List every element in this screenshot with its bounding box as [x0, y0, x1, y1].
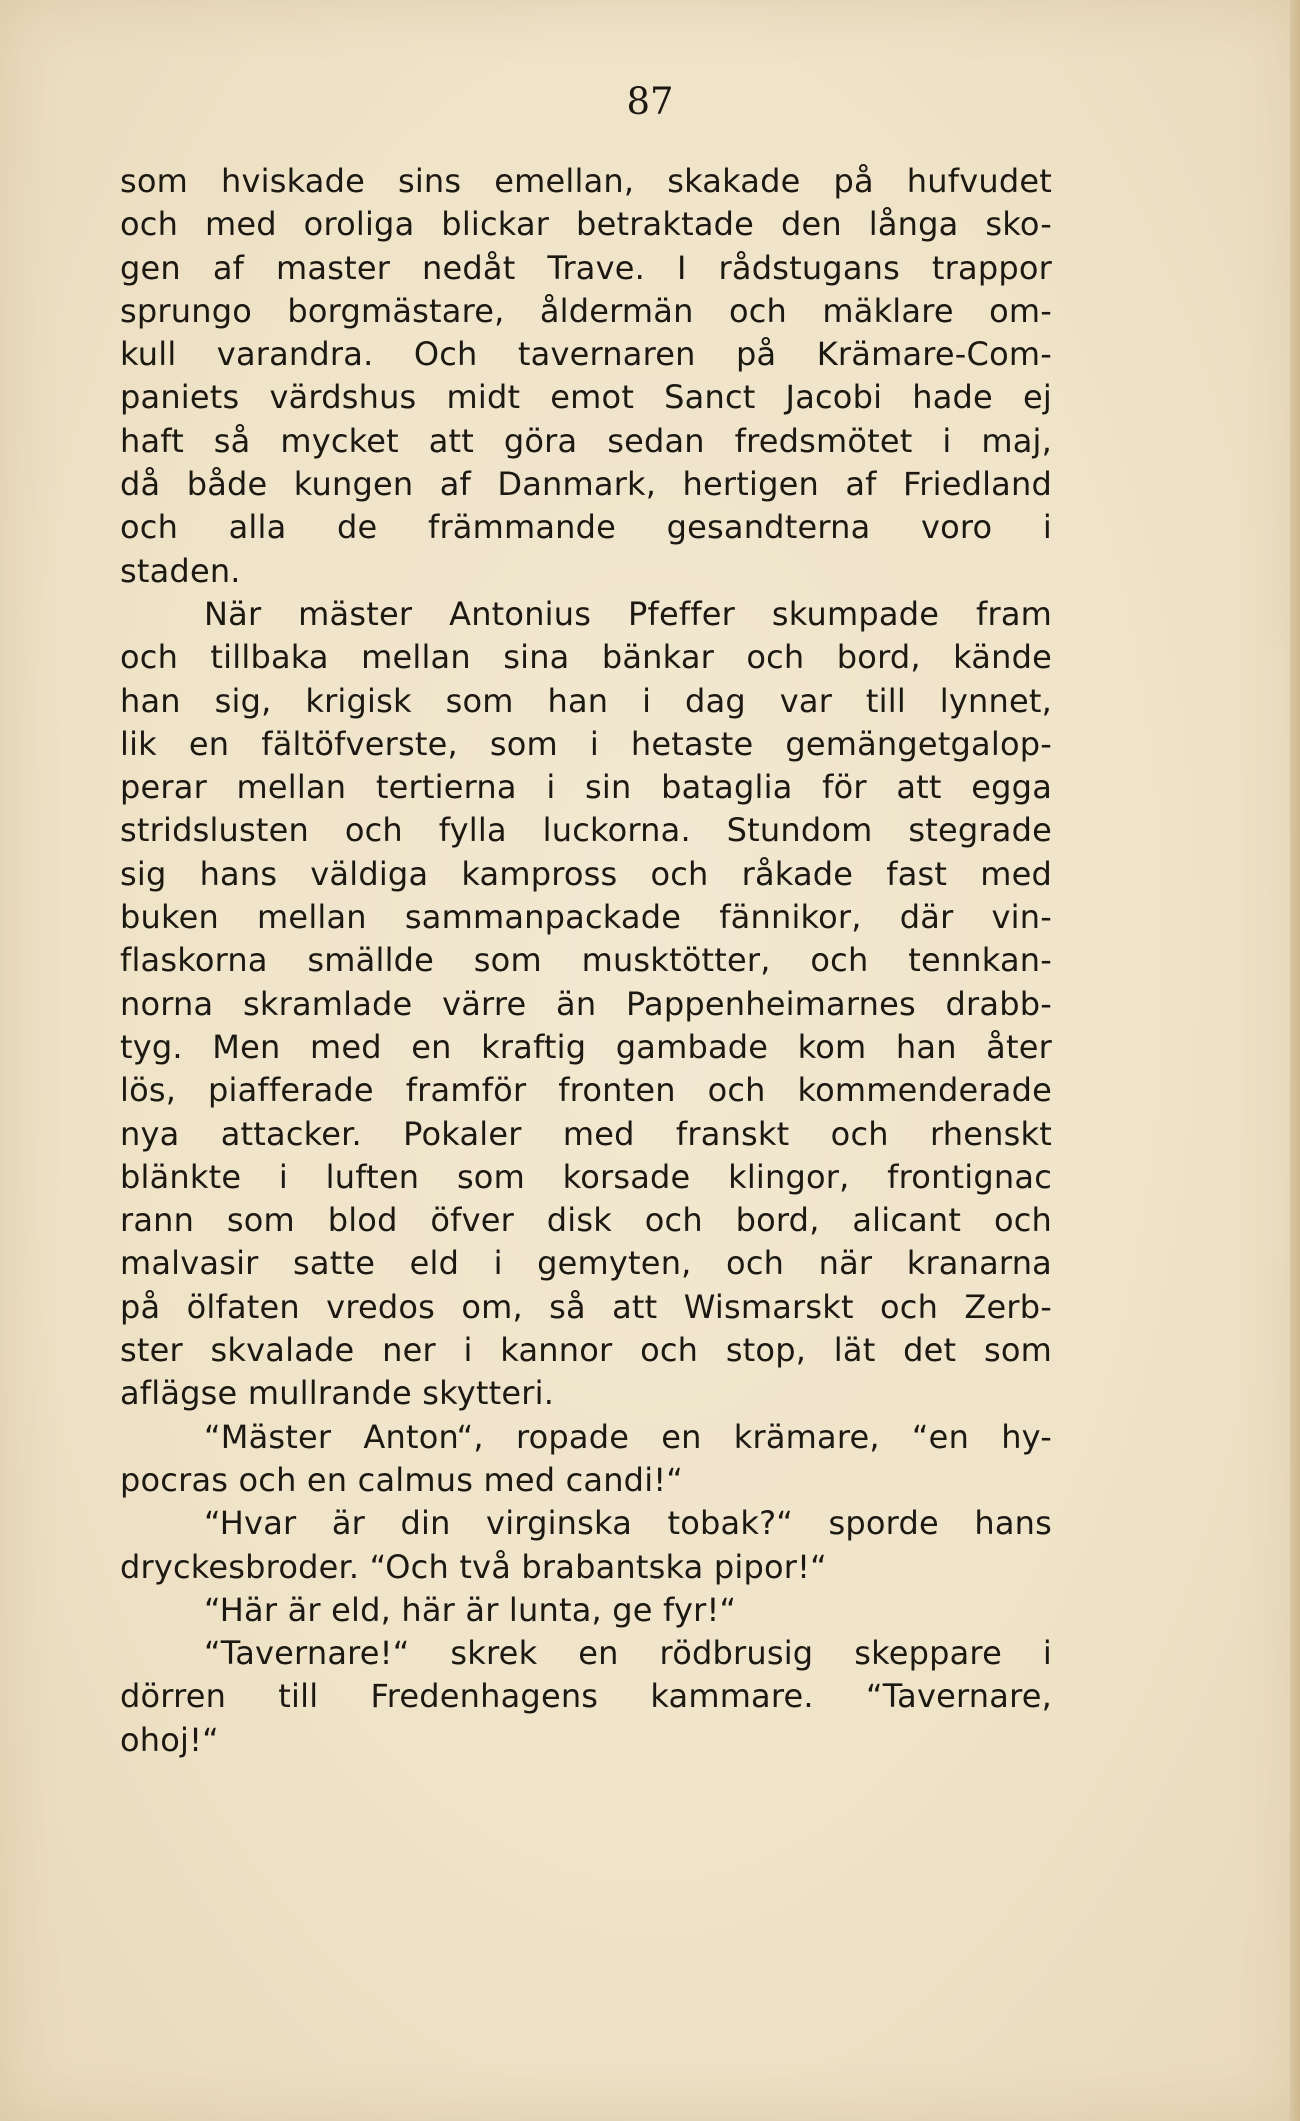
- text-line: han sig, krigisk som han i dag var till lynnet,: [120, 681, 1052, 720]
- text-line: paniets värdshus midt emot Sanct Jacobi hade ej: [120, 378, 1052, 417]
- text-line: “Hvar är din virginska tobak?“ sporde hans: [204, 1504, 1052, 1543]
- text-line: som hviskade sins emellan, skakade på hufvudet: [120, 162, 1052, 200]
- page-number: 87: [626, 80, 674, 123]
- text-line: pocras och en calmus med candi!“: [120, 1460, 684, 1499]
- text-line: malvasir satte eld i gemyten, och när kranarna: [120, 1244, 1052, 1283]
- text-line: “Mäster Anton“, ropade en krämare, “en hy-: [204, 1417, 1052, 1456]
- text-line: norna skramlade värre än Pappenheimarnes drabb-: [120, 984, 1052, 1023]
- text-line: och alla de främmande gesandterna voro i: [120, 508, 1052, 547]
- page-edge: [1290, 0, 1300, 2121]
- text-line: lös, piafferade framför fronten och kommenderade: [120, 1071, 1052, 1110]
- text-line: “Tavernare!“ skrek en rödbrusig skeppare i: [204, 1634, 1052, 1673]
- text-line: gen af master nedåt Trave. I rådstugans trappor: [120, 248, 1052, 287]
- text-line: lik en fältöfverste, som i hetaste gemängetgalop-: [120, 724, 1052, 763]
- text-line: ohoj!“: [120, 1720, 219, 1759]
- text-line: på ölfaten vredos om, så att Wismarskt och Zerb-: [120, 1287, 1052, 1326]
- text-line: nya attacker. Pokaler med franskt och rhenskt: [120, 1114, 1052, 1153]
- text-line: aflägse mullrande skytteri.: [120, 1374, 555, 1413]
- text-line: kull varandra. Och tavernaren på Krämare-Com-: [120, 335, 1052, 374]
- text-line: dörren till Fredenhagens kammare. “Tavernare,: [120, 1677, 1052, 1716]
- text-line: och tillbaka mellan sina bänkar och bord, kände: [120, 638, 1052, 677]
- text-line: haft så mycket att göra sedan fredsmötet i maj,: [120, 421, 1052, 460]
- text-line: blänkte i luften som korsade klingor, frontignac: [120, 1157, 1052, 1196]
- text-line: dryckesbroder. “Och två brabantska pipor!“: [120, 1547, 827, 1586]
- text-line: stridslusten och fylla luckorna. Stundom stegrade: [120, 811, 1052, 850]
- text-line: staden.: [120, 551, 241, 590]
- text-line: då både kungen af Danmark, hertigen af Friedland: [120, 465, 1052, 504]
- text-line: flaskorna smällde som musktötter, och tennkan-: [120, 941, 1052, 980]
- text-line: ster skvalade ner i kannor och stop, lät det som: [120, 1331, 1052, 1370]
- text-line: buken mellan sammanpackade fännikor, där vin-: [120, 898, 1052, 937]
- text-line: När mäster Antonius Pfeffer skumpade fram: [204, 594, 1052, 633]
- text-line: “Här är eld, här är lunta, ge fyr!“: [204, 1590, 737, 1629]
- text-line: tyg. Men med en kraftig gambade kom han åter: [120, 1027, 1052, 1066]
- text-line: sprungo borgmästare, åldermän och mäklare om-: [120, 291, 1052, 330]
- text-line: perar mellan tertierna i sin bataglia för att egga: [120, 768, 1052, 807]
- body-text: [120, 160, 1052, 1762]
- text-line: och med oroliga blickar betraktade den långa sko-: [120, 205, 1052, 244]
- text-line: rann som blod öfver disk och bord, alicant och: [120, 1201, 1052, 1240]
- text-line: sig hans väldiga kampross och råkade fast med: [120, 854, 1052, 893]
